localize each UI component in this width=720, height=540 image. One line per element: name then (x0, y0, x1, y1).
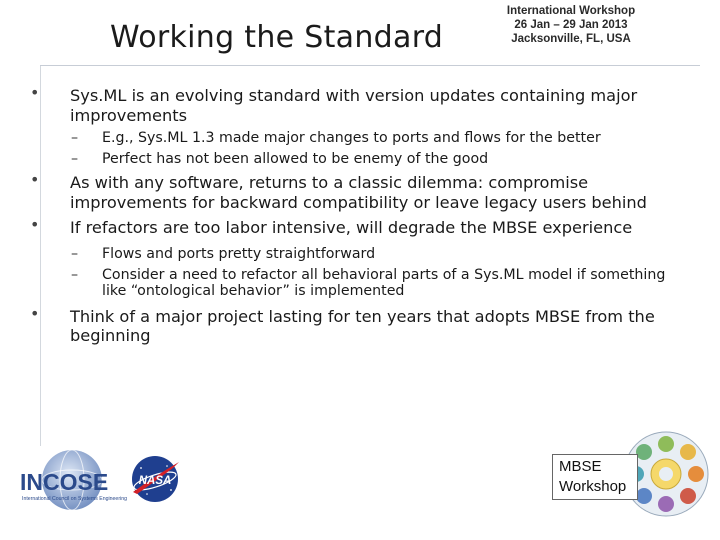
bullet-item (30, 170, 690, 212)
bullet-dot-icon: • (30, 83, 40, 102)
bullet-text: As with any software, returns to a classic dilemma: compromise improvements for backward compatibility or leave legacy users behind (70, 173, 647, 212)
nasa-wordmark: NASA (138, 475, 172, 487)
bullet-list (30, 83, 690, 348)
bullet-text: Think of a major project lasting for ten years that adopts MBSE from the beginning (70, 306, 655, 345)
page-title: Working the Standard (110, 20, 444, 55)
sub-bullet-item (30, 267, 690, 299)
sub-bullet-text: Perfect has not been allowed to be enemy of the good (102, 151, 489, 167)
sub-bullet-item (30, 151, 690, 167)
bullet-text: If refactors are too labor intensive, will degrade the MBSE experience (70, 218, 633, 237)
dash-icon: – (71, 245, 79, 262)
sub-bullet-text: Consider a need to refactor all behavioral parts of a Sys.ML model if something like “ontological behavior” is implemented (102, 266, 666, 299)
header-divider (40, 65, 700, 66)
sub-bullet-text: E.g., Sys.ML 1.3 made major changes to ports and flows for the better (102, 130, 601, 146)
dash-icon: – (71, 266, 79, 283)
badge-line-1: MBSE (559, 458, 602, 475)
dash-icon: – (71, 130, 79, 146)
incose-wordmark: INCOSE (20, 469, 109, 495)
workshop-info (476, 4, 666, 46)
badge-line-2: Workshop (559, 478, 627, 495)
bullet-item (30, 303, 690, 346)
workshop-location: Jacksonville, FL, USA (511, 33, 631, 45)
bullet-dot-icon: • (30, 170, 40, 189)
bullet-item (30, 215, 690, 238)
incose-tagline: International Council on Systems Engineering (22, 496, 127, 502)
bullet-item (30, 83, 690, 125)
bullet-dot-icon: • (30, 215, 40, 234)
mbse-workshop-badge (552, 454, 638, 500)
sub-bullet-item (30, 246, 690, 262)
nasa-logo (127, 454, 183, 504)
sub-bullet-item (30, 130, 690, 146)
workshop-name: International Workshop (506, 5, 636, 17)
workshop-dates: 26 Jan – 29 Jan 2013 (514, 19, 628, 31)
dash-icon: – (71, 151, 79, 167)
sub-bullet-text: Flows and ports pretty straightforward (102, 245, 376, 262)
bullet-dot-icon: • (30, 303, 40, 323)
bullet-text: Sys.ML is an evolving standard with version updates containing major improvements (70, 86, 638, 125)
incose-logo (18, 446, 128, 512)
